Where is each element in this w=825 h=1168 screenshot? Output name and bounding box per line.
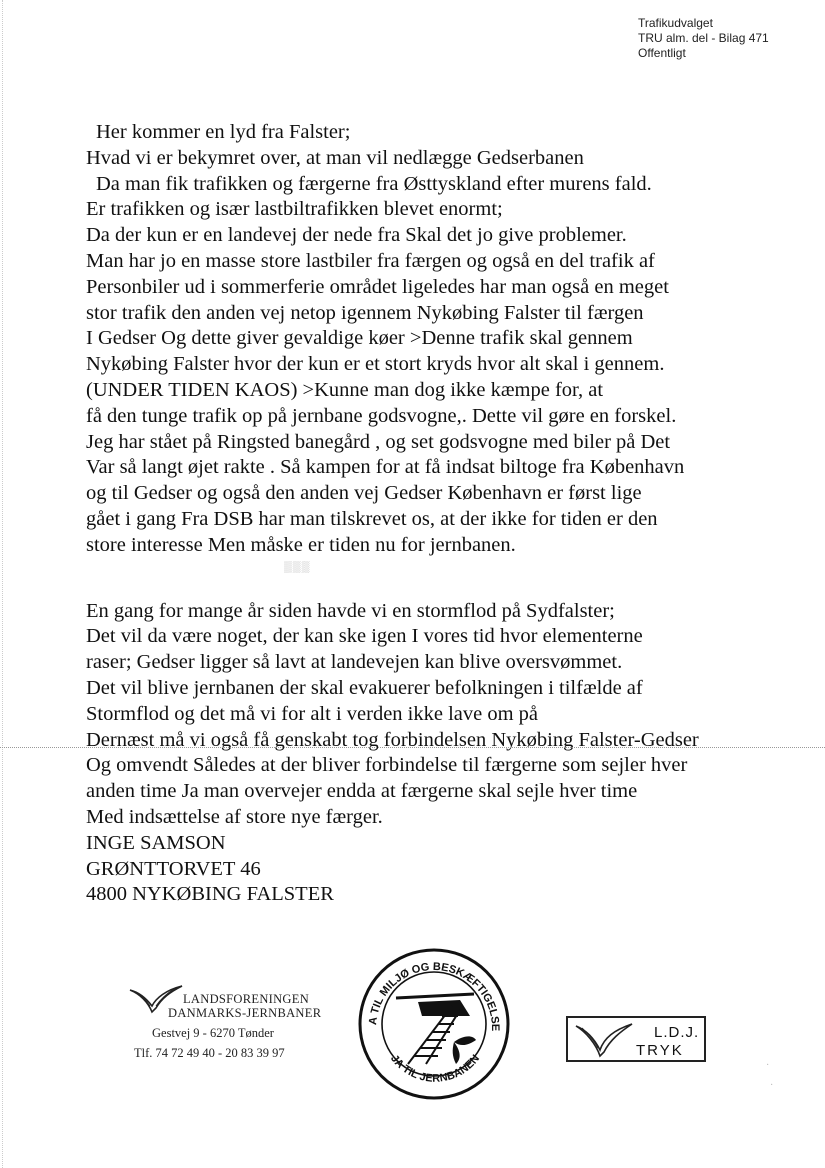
org-name-line2: DANMARKS-JERNBANER <box>168 1006 322 1020</box>
scan-speck: · <box>770 1080 774 1091</box>
signature-name: INGE SAMSON <box>86 831 226 854</box>
letter-line: Er trafikken og især lastbiltrafikken blevet enormt; <box>86 198 503 221</box>
signature-city: 4800 NYKØBING FALSTER <box>86 883 334 906</box>
letter-line: anden time Ja man overvejer endda at færgerne skal sejle hver time <box>86 780 638 803</box>
letter-line: Personbiler ud i sommerferie området ligeledes har man også en meget <box>86 275 669 298</box>
ldj-name: L.D.J. <box>654 1024 700 1041</box>
letter-line: Jeg har stået på Ringsted banegård , og set godsvogne med biler på Det <box>86 430 671 453</box>
letter-line: Hvad vi er bekymret over, at man vil nedlægge Gedserbanen <box>86 146 584 169</box>
letter-line: Med indsættelse af store nye færger. <box>86 805 383 828</box>
org-phone: Tlf. 74 72 49 40 - 20 83 39 97 <box>134 1046 285 1060</box>
letter-line: Nykøbing Falster hvor der kun er et stort kryds hvor alt skal i gennem. <box>86 353 665 376</box>
scan-fold-line <box>0 747 825 748</box>
railway-seal <box>356 946 512 1107</box>
letter-line: gået i gang Fra DSB har man tilskrevet os, at der ikke for tiden er den <box>86 507 658 530</box>
document-reference: TRU alm. del - Bilag 471 <box>638 31 769 45</box>
seal-top-text: A TIL MILJØ OG BESKÆFTIGELSE <box>367 960 502 1032</box>
letter-line: få den tunge trafik op på jernbane godsvogne,. Dette vil gøre en forskel. <box>86 404 677 427</box>
letter-line: Dernæst må vi også få genskabt tog forbindelsen Nykøbing Falster-Gedser <box>86 728 699 751</box>
signature-street: GRØNTTORVET 46 <box>86 857 261 880</box>
committee-name: Trafikudvalget <box>638 16 713 30</box>
letter-line: og til Gedser og også den anden vej Gedser København er først lige <box>86 482 642 505</box>
page-edge <box>2 0 3 1168</box>
letter-line: Da man fik trafikken og færgerne fra Østtyskland efter murens fald. <box>96 172 652 195</box>
letter-line: Det vil blive jernbanen der skal evakuerer befolkningen i tilfælde af <box>86 676 643 699</box>
org-address: Gestvej 9 - 6270 Tønder <box>152 1026 274 1040</box>
paragraph-gap <box>86 559 786 599</box>
letter-line: raser; Gedser ligger så lavt at landevejen kan blive oversvømmet. <box>86 651 623 674</box>
public-status: Offentligt <box>638 46 686 60</box>
seal-bottom-text: JA TIL JERNBANEN <box>387 1052 483 1085</box>
letter-line: (UNDER TIDEN KAOS) >Kunne man dog ikke kæmpe for, at <box>86 378 604 401</box>
letter-line: Var så langt øjet rakte . Så kampen for at få indsat biltoge fra København <box>86 456 685 479</box>
railway-seal-icon <box>396 994 476 1064</box>
org-name-line1: LANDSFORENINGEN <box>183 992 310 1006</box>
scan-speck: · <box>766 1060 770 1071</box>
ldj-print-stamp <box>566 1016 706 1062</box>
letter-line: I Gedser Og dette giver gevaldige køer >Denne trafik skal gennem <box>86 327 633 350</box>
letter-line: Og omvendt Således at der bliver forbindelse til færgerne som sejler hver <box>86 754 688 777</box>
scan-smudge: ▒▒▒ <box>284 561 311 573</box>
letter-line: stor trafik den anden vej netop igennem Nykøbing Falster til færgen <box>86 301 644 324</box>
letter-line: Her kommer en lyd fra Falster; <box>96 121 351 143</box>
letter-line: En gang for mange år siden havde vi en stormflod på Sydfalster; <box>86 599 615 622</box>
bird-icon <box>574 1022 634 1058</box>
letter-line: Stormflod og det må vi for alt i verden ikke lave om på <box>86 702 539 725</box>
letter-line: Da der kun er en landevej der nede fra Skal det jo give problemer. <box>86 224 627 247</box>
document-header-stamp <box>638 16 769 61</box>
letter-line: Det vil da være noget, der kan ske igen I vores tid hvor elementerne <box>86 625 643 648</box>
ldj-label: TRYK <box>636 1042 684 1059</box>
letter-body <box>86 120 786 908</box>
letter-line: Man har jo en masse store lastbiler fra færgen og også en del trafik af <box>86 249 655 272</box>
letter-line: store interesse Men måske er tiden nu for jernbanen. <box>86 533 516 556</box>
